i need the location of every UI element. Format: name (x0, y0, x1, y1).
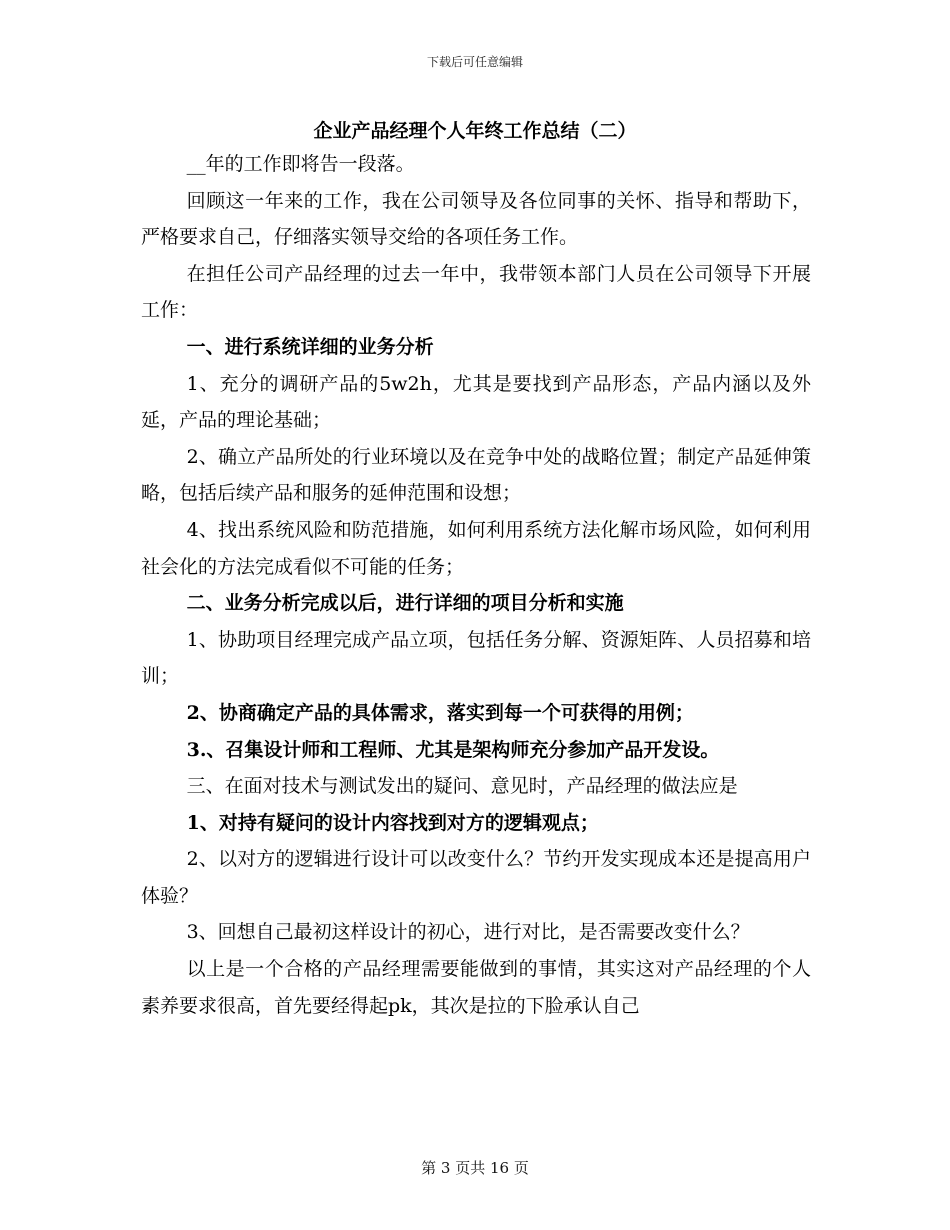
header-note: 下载后可任意编辑 (426, 55, 523, 69)
list-item: 1、充分的调研产品的5w2h，尤其是要找到产品形态，产品内涵以及外延，产品的理论基础； (141, 372, 811, 432)
paragraph: 回顾这一年来的工作，我在公司领导及各位同事的关怀、指导和帮助下，严格要求自己，仔细落实领导交给的各项任务工作。 (141, 189, 811, 249)
paragraph: __年的工作即将告一段落。 (186, 153, 415, 175)
document-body (141, 146, 811, 1024)
paragraph: 在担任公司产品经理的过去一年中，我带领本部门人员在公司领导下开展工作： (141, 262, 811, 322)
paragraph: 以上是一个合格的产品经理需要能做到的事情，其实这对产品经理的个人素养要求很高，首先要经得起pk，其次是拉的下脸承认自己 (141, 958, 811, 1017)
list-item: 1、对持有疑问的设计内容找到对方的逻辑观点； (186, 811, 599, 834)
section-heading: 一、进行系统详细的业务分析 (186, 335, 434, 358)
list-item: 2、确立产品所处的行业环境以及在竞争中处的战略位置；制定产品延伸策略，包括后续产品和服务的延伸范围和设想； (141, 445, 811, 505)
section-heading: 三、在面对技术与测试发出的疑问、意见时，产品经理的做法应是 (186, 775, 738, 798)
page-number: 第 3 页共 16 页 (421, 1159, 529, 1177)
list-item: 1、协助项目经理完成产品立项，包括任务分解、资源矩阵、人员招募和培训； (141, 628, 811, 688)
list-item: 4、找出系统风险和防范措施，如何利用系统方法化解市场风险，如何利用社会化的方法完成看似不可能的任务； (141, 518, 811, 578)
list-item: 2、协商确定产品的具体需求，落实到每一个可获得的用例； (186, 701, 694, 724)
list-item: 2、以对方的逻辑进行设计可以改变什么？节约开发实现成本还是提高用户体验？ (141, 848, 811, 907)
list-item: 3.、召集设计师和工程师、尤其是架构师充分参加产品开发设。 (186, 738, 720, 761)
document-title: 企业产品经理个人年终工作总结（二） (313, 120, 637, 142)
section-heading: 二、业务分析完成以后，进行详细的项目分析和实施 (186, 592, 624, 615)
list-item: 3、回想自己最初这样设计的初心，进行对比，是否需要改变什么？ (186, 921, 750, 944)
